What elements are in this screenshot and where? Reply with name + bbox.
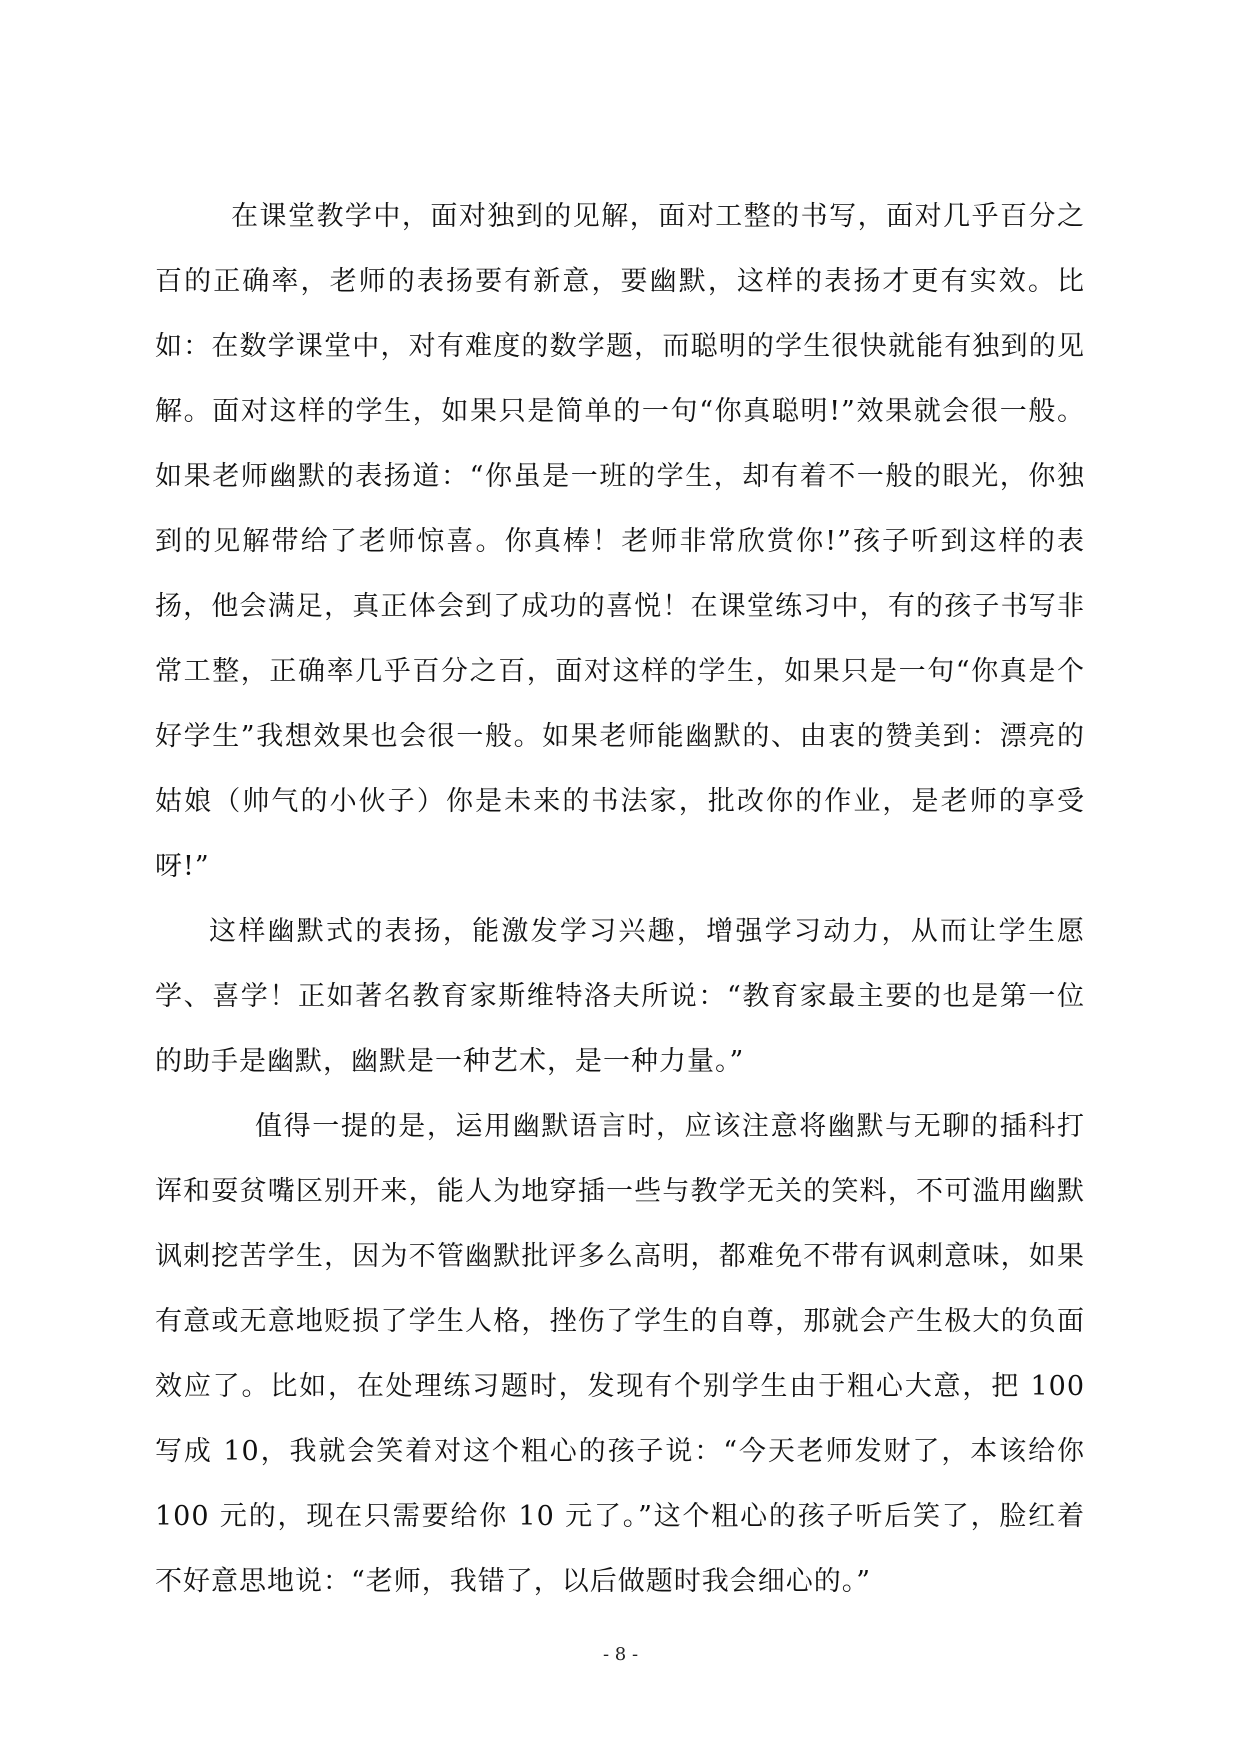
page-number: - 8 - [602,1644,639,1665]
paragraph-humor-quote: 这样幽默式的表扬，能激发学习兴趣，增强学习动力，从而让学生愿学、喜学！正如著名教育家斯维特洛夫所说：“教育家最主要的也是第一位的助手是幽默，幽默是一种艺术，是一种力量。” [155,916,1085,1077]
document-body [155,184,1085,1614]
paragraph-praise-examples: 在课堂教学中，面对独到的见解，面对工整的书写，面对几乎百分之百的正确率，老师的表扬要有新意，要幽默，这样的表扬才更有实效。比如：在数学课堂中，对有难度的数学题，而聪明的学生很快就能有独到的见解。面对这样的学生，如果只是简单的一句“你真聪明!”效果就会很一般。如果老师幽默的表扬道：“你虽是一班的学生，却有着不一般的眼光，你独到的见解带给了老师惊喜。你真棒！老师非常欣赏你!”孩子听到这样的表扬，他会满足，真正体会到了成功的喜悦！在课堂练习中，有的孩子书写非常工整，正确率几乎百分之百，面对这样的学生，如果只是一句“你真是个好学生”我想效果也会很一般。如果老师能幽默的、由衷的赞美到：漂亮的姑娘（帅气的小伙子）你是未来的书法家，批改你的作业，是老师的享受呀!” [155,201,1085,882]
paragraph-humor-caution: 值得一提的是，运用幽默语言时，应该注意将幽默与无聊的插科打诨和耍贫嘴区别开来，能人为地穿插一些与教学无关的笑料，不可滥用幽默讽刺挖苦学生，因为不管幽默批评多么高明，都难免不带有讽刺意味，如果有意或无意地贬损了学生人格，挫伤了学生的自尊，那就会产生极大的负面效应了。比如，在处理练习题时，发现有个别学生由于粗心大意，把 100 写成 10，我就会笑着对这个粗心的孩子说：“今天老师发财了，本该给你 100 元的，现在只需要给你 10 元了。”这个粗心的孩子听后笑了，脸红着不好意思地说：“老师，我错了，以后做题时我会细心的。” [155,1111,1085,1597]
